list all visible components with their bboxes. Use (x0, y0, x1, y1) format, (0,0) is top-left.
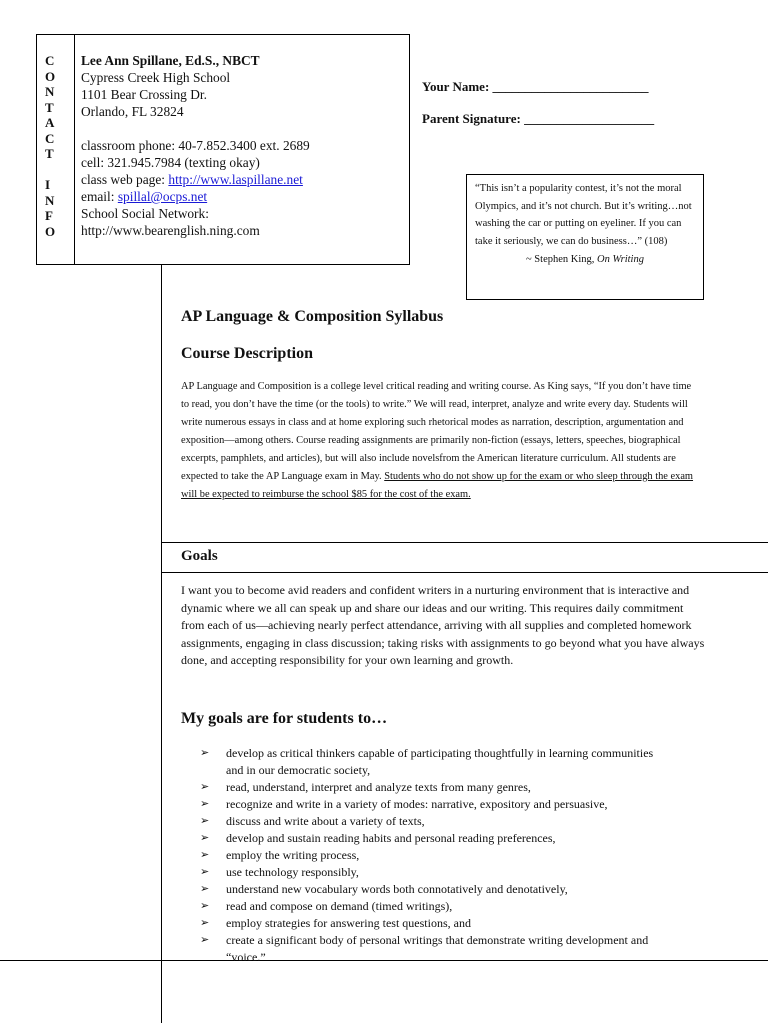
social-network-label: School Social Network: (81, 206, 209, 221)
goals-heading: Goals (181, 548, 218, 564)
list-item (200, 881, 660, 898)
arrow-bullet-icon: ➢ (200, 832, 210, 844)
course-description-text (181, 378, 701, 504)
list-item-text: develop as critical thinkers capable of participating thoughtfully in learning communities and in our democratic society, (226, 746, 654, 777)
email-label: email: (81, 189, 118, 204)
list-item-text: discuss and write about a variety of texts, (226, 814, 425, 828)
side-letter: C (45, 130, 55, 146)
list-item (200, 864, 660, 881)
side-letter: N (45, 192, 55, 208)
web-page-link[interactable]: http://www.laspillane.net (168, 172, 303, 187)
list-item (200, 796, 660, 813)
address-line-1: 1101 Bear Crossing Dr. (81, 87, 207, 102)
side-letter: O (45, 223, 56, 239)
left-margin-rule (161, 265, 162, 1023)
side-letter: N (45, 84, 55, 99)
school-name: Cypress Creek High School (81, 70, 231, 85)
teacher-name: Lee Ann Spillane, Ed.S., NBCT (81, 53, 260, 68)
quote-box (466, 174, 704, 300)
web-page-line (81, 171, 401, 188)
list-item-text: create a significant body of personal writings that demonstrate writing development and “voice.” (226, 933, 649, 964)
list-item (200, 745, 660, 779)
page-title: AP Language & Composition Syllabus (181, 308, 444, 325)
list-item (200, 932, 660, 966)
arrow-bullet-icon: ➢ (200, 815, 210, 827)
list-item-text: understand new vocabulary words both connotatively and denotatively, (226, 882, 568, 896)
student-goals-list (200, 745, 660, 966)
list-item (200, 813, 660, 830)
quote-author: ~ Stephen King, (526, 254, 598, 266)
parent-signature-field[interactable]: Parent Signature: ____________________ (422, 111, 655, 126)
goals-text: I want you to become avid readers and confident writers in a nurturing environment that is interactive and dynamic where we all can speak up and share our ideas and our writing. This requires daily commitment from each of us—achieving nearly perfect attendance, arriving with all supplies and completed homework assignments, engaging in class discussion; taking risks with assignments to go beyond what you have always done, and accepting responsibility for your own learning and growth. (181, 583, 705, 668)
arrow-bullet-icon: ➢ (200, 934, 210, 946)
arrow-bullet-icon: ➢ (200, 747, 210, 759)
contact-info-side-label (37, 35, 75, 264)
side-letter: T (45, 146, 54, 161)
exam-policy-note: Students who do not show up for the exam or who sleep through the exam will be expected to reimburse the school $85 for the cost of the exam. (181, 471, 694, 500)
student-signature-form (422, 79, 654, 143)
arrow-bullet-icon: ➢ (200, 900, 210, 912)
list-item (200, 847, 660, 864)
contact-info-box (36, 34, 410, 265)
cell-phone: cell: 321.945.7984 (texting okay) (81, 155, 260, 170)
side-letter: A (45, 115, 55, 130)
contact-details (81, 52, 401, 239)
arrow-bullet-icon: ➢ (200, 866, 210, 878)
list-item-text: read and compose on demand (timed writings), (226, 899, 453, 913)
side-letter: O (45, 68, 56, 84)
side-letter (45, 162, 74, 178)
quote-text: “This isn’t a popularity contest, it’s not the moral Olympics, and it’s not church. But it’s writing…not washing the car or putting on eyeliner. If you can take it seriously, we can do business…” (108) (475, 183, 692, 247)
email-link[interactable]: spillal@ocps.net (117, 189, 208, 204)
side-letter: C (45, 53, 55, 68)
social-network-url: http://www.bearenglish.ning.com (81, 223, 260, 238)
side-letter: F (45, 208, 53, 223)
goals-bottom-rule (161, 572, 768, 573)
side-letter: T (45, 99, 54, 115)
quote-book-title: On Writing (597, 254, 644, 266)
list-item (200, 779, 660, 796)
goals-top-rule (161, 542, 768, 543)
list-item (200, 915, 660, 932)
web-page-label: class web page: (81, 172, 169, 187)
list-item-text: recognize and write in a variety of modes: narrative, expository and persuasive, (226, 797, 608, 811)
list-item-text: use technology responsibly, (226, 865, 359, 879)
side-letter: I (45, 177, 51, 192)
list-item (200, 898, 660, 915)
arrow-bullet-icon: ➢ (200, 781, 210, 793)
address-line-2: Orlando, FL 32824 (81, 104, 184, 119)
classroom-phone: classroom phone: 40-7.852.3400 ext. 2689 (81, 138, 310, 153)
list-item-text: read, understand, interpret and analyze texts from many genres, (226, 780, 531, 794)
spacer (81, 120, 401, 137)
student-goals-heading: My goals are for students to… (181, 710, 388, 727)
course-description-body: AP Language and Composition is a college level critical reading and writing course. As King says, “If you don’t have time to read, you don’t have the time (or the tools) to write.” We will read, interpret, analyze and write every day. Students will write numerous essays in class and at home exploring such rhetorical modes as narration, description, argumentation and exposition—among others. Course reading assignments are primarily non-fiction (essays, letters, speeches, biographical excerpts, pamphlets, and articles), but will also include novelsfrom the American literature curriculum. All students are expected to take the AP Language exam in May. (181, 381, 692, 482)
quote-attribution (475, 251, 695, 269)
list-item-text: employ the writing process, (226, 848, 360, 862)
list-item-text: develop and sustain reading habits and personal reading preferences, (226, 831, 556, 845)
your-name-field[interactable]: Your Name: ________________________ (422, 79, 649, 94)
arrow-bullet-icon: ➢ (200, 883, 210, 895)
arrow-bullet-icon: ➢ (200, 798, 210, 810)
email-line (81, 188, 401, 205)
list-item-text: employ strategies for answering test questions, and (226, 916, 471, 930)
course-description-heading: Course Description (181, 345, 313, 362)
arrow-bullet-icon: ➢ (200, 917, 210, 929)
arrow-bullet-icon: ➢ (200, 849, 210, 861)
list-item (200, 830, 660, 847)
